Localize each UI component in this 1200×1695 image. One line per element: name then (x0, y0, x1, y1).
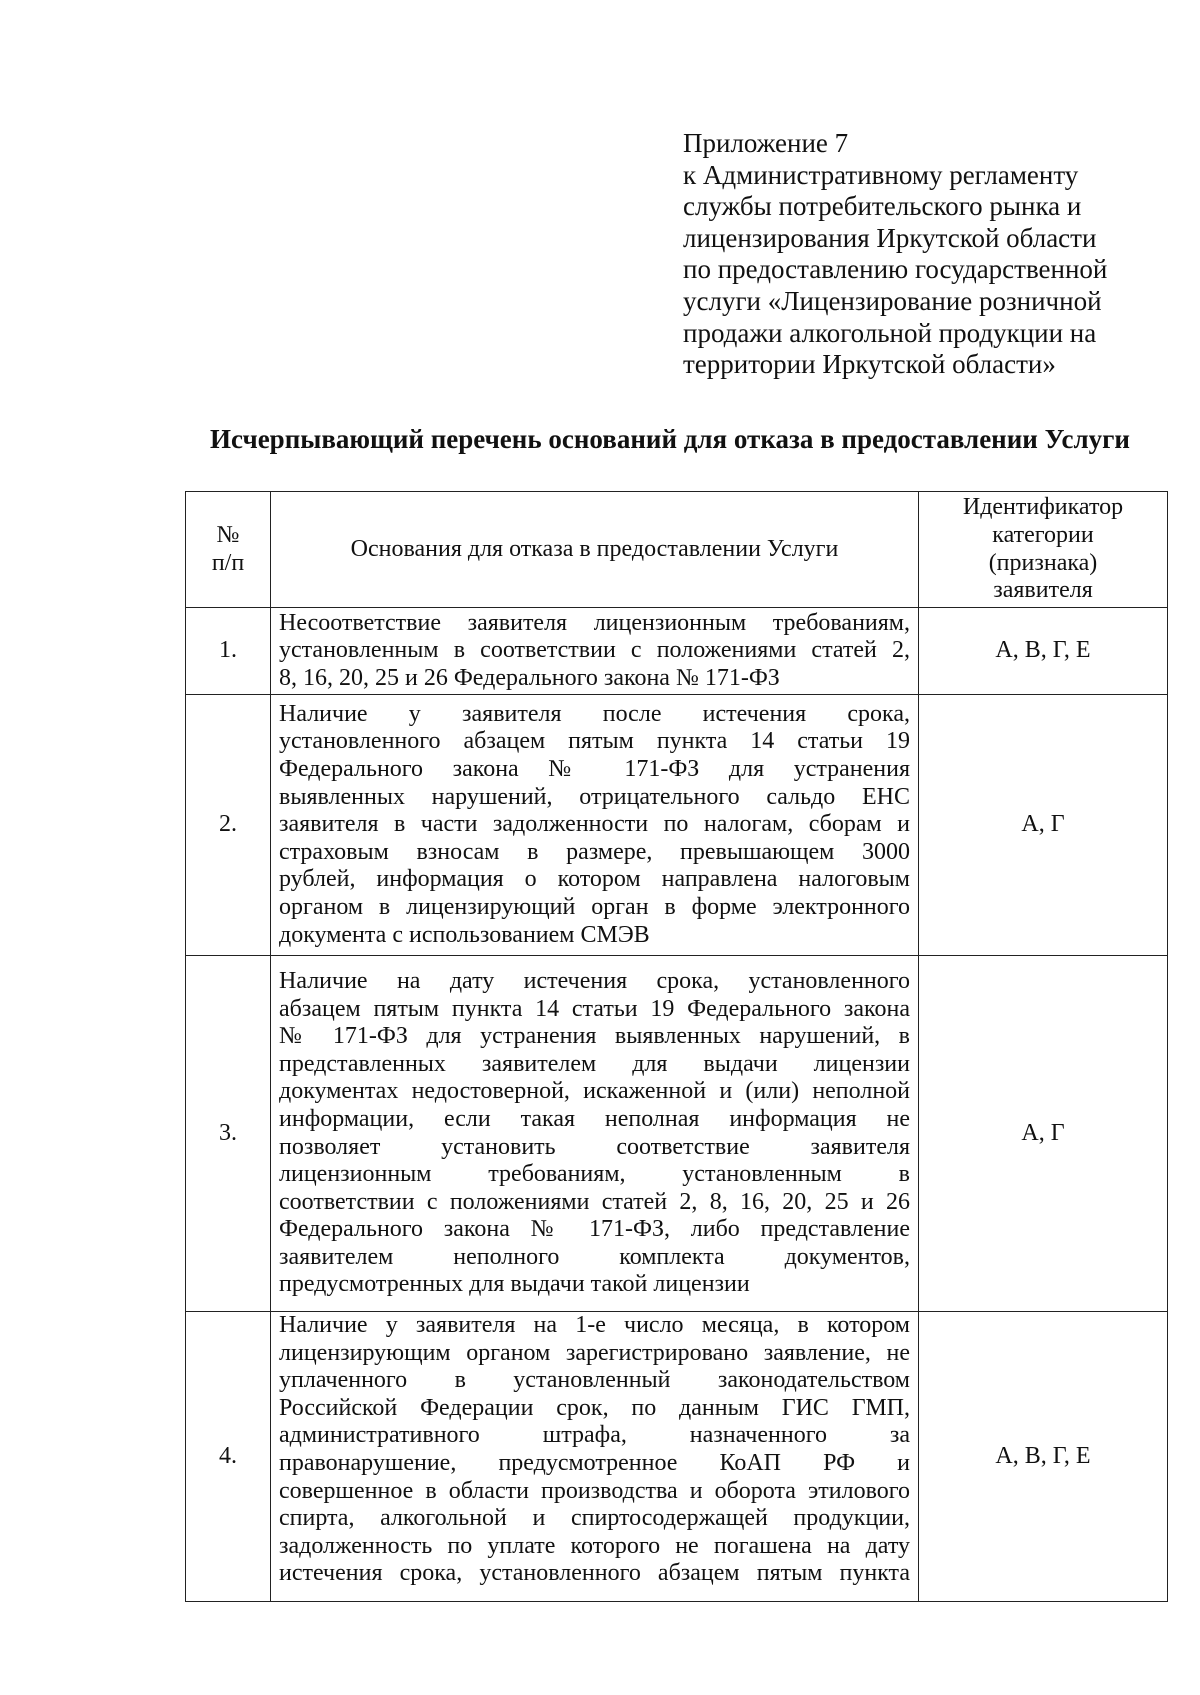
document-title: Исчерпывающий перечень оснований для отказа в предоставлении Услуги (210, 424, 1130, 454)
reason-line: задолженность по уплате которого не погашена на дату (279, 1532, 910, 1559)
appendix-header (683, 128, 1153, 381)
header-identifier-line: (признака) (988, 549, 1098, 576)
appendix-line: лицензирования Иркутской области (683, 222, 1097, 253)
reason-line: Российской Федерации срок, по данным ГИС ГМП, (279, 1394, 910, 1421)
reason-line: рублей, информация о котором направлена налоговым (279, 866, 910, 893)
reason-line: установленным в соответствии с положениями статей 2, (279, 637, 910, 664)
header-identifier-line: категории (992, 521, 1094, 548)
appendix-line: к Административному регламенту (683, 159, 1079, 190)
reason-line: документах недостоверной, искаженной и (или) неполной (279, 1078, 910, 1105)
table-row (186, 1312, 1168, 1602)
row-number: 3. (186, 956, 271, 1312)
table-row (186, 608, 1168, 695)
header-reason: Основания для отказа в предоставлении Услуги (271, 492, 919, 608)
appendix-line: продажи алкогольной продукции на (683, 317, 1097, 348)
header-number-line: п/п (211, 549, 245, 576)
reason-line: административного штрафа, назначенного за (279, 1422, 910, 1449)
reason-line: спирта, алкогольной и спиртосодержащей продукции, (279, 1505, 910, 1532)
appendix-line: услуги «Лицензирование розничной (683, 285, 1102, 316)
reason-line: страховым взносам в размере, превышающем 3000 (279, 838, 910, 865)
table-header-row (186, 492, 1168, 608)
header-number-line: № (216, 521, 240, 548)
appendix-line: территории Иркутской области» (683, 349, 1056, 380)
header-identifier-line: Идентификатор (962, 494, 1124, 521)
reason-line: заявителем неполного комплекта документов, (279, 1243, 910, 1270)
reason-line: № 171-ФЗ для устранения выявленных нарушений, в (279, 1023, 910, 1050)
reason-line: заявителя в части задолженности по налогам, сборам и (279, 811, 910, 838)
row-number: 2. (186, 695, 271, 956)
reason-line: Наличие у заявителя после истечения срока, (279, 700, 910, 727)
row-identifier: А, В, Г, Е (919, 1312, 1168, 1602)
row-reason (271, 695, 919, 956)
reason-line: абзацем пятым пункта 14 статьи 19 Федерального закона (279, 995, 910, 1022)
grounds-table (185, 491, 1168, 1602)
header-identifier-line: заявителя (993, 577, 1093, 604)
appendix-line: по предоставлению государственной (683, 254, 1108, 285)
reason-line: документа с использованием СМЭВ (279, 921, 650, 948)
reason-line: представленных заявителем для выдачи лицензии (279, 1050, 910, 1077)
row-reason (271, 956, 919, 1312)
reason-line: правонарушение, предусмотренное КоАП РФ и (279, 1449, 910, 1476)
table-row (186, 695, 1168, 956)
reason-line: лицензирующим органом зарегистрировано заявление, не (279, 1339, 910, 1366)
row-identifier: А, Г (919, 695, 1168, 956)
reason-line: выявленных нарушений, отрицательного сальдо ЕНС (279, 783, 910, 810)
row-number: 4. (186, 1312, 271, 1602)
reason-line: Федерального закона № 171-ФЗ, либо представление (279, 1216, 910, 1243)
appendix-line: Приложение 7 (683, 128, 849, 158)
appendix-line: службы потребительского рынка и (683, 191, 1082, 222)
reason-line: Наличие у заявителя на 1-е число месяца, в котором (279, 1312, 910, 1338)
row-identifier: А, Г (919, 956, 1168, 1312)
row-reason (271, 1312, 919, 1602)
reason-line: Федерального закона № 171-ФЗ для устранения (279, 756, 910, 783)
row-number: 1. (186, 608, 271, 695)
header-identifier (919, 492, 1168, 608)
reason-line: органом в лицензирующий орган в форме электронного (279, 893, 910, 920)
reason-line: позволяет установить соответствие заявителя (279, 1133, 910, 1160)
reason-line: соответствии с положениями статей 2, 8, 16, 20, 25 и 26 (279, 1188, 910, 1215)
reason-line: 8, 16, 20, 25 и 26 Федерального закона № 171-ФЗ (279, 664, 780, 691)
row-identifier: А, В, Г, Е (919, 608, 1168, 695)
reason-line: лицензионным требованиям, установленным в (279, 1161, 910, 1188)
reason-line: Наличие на дату истечения срока, установленного (279, 967, 910, 994)
reason-line: Несоответствие заявителя лицензионным требованиям, (279, 609, 910, 636)
reason-line: предусмотренных для выдачи такой лицензии (279, 1271, 750, 1298)
row-reason (271, 608, 919, 695)
reason-line: уплаченного в установленный законодательством (279, 1367, 910, 1394)
reason-line: информации, если такая неполная информация не (279, 1105, 910, 1132)
reason-line: установленного абзацем пятым пункта 14 статьи 19 (279, 728, 910, 755)
reason-line: истечения срока, установленного абзацем пятым пункта (279, 1560, 910, 1587)
header-number (186, 492, 271, 608)
reason-line: совершенное в области производства и оборота этилового (279, 1477, 910, 1504)
table-row (186, 956, 1168, 1312)
